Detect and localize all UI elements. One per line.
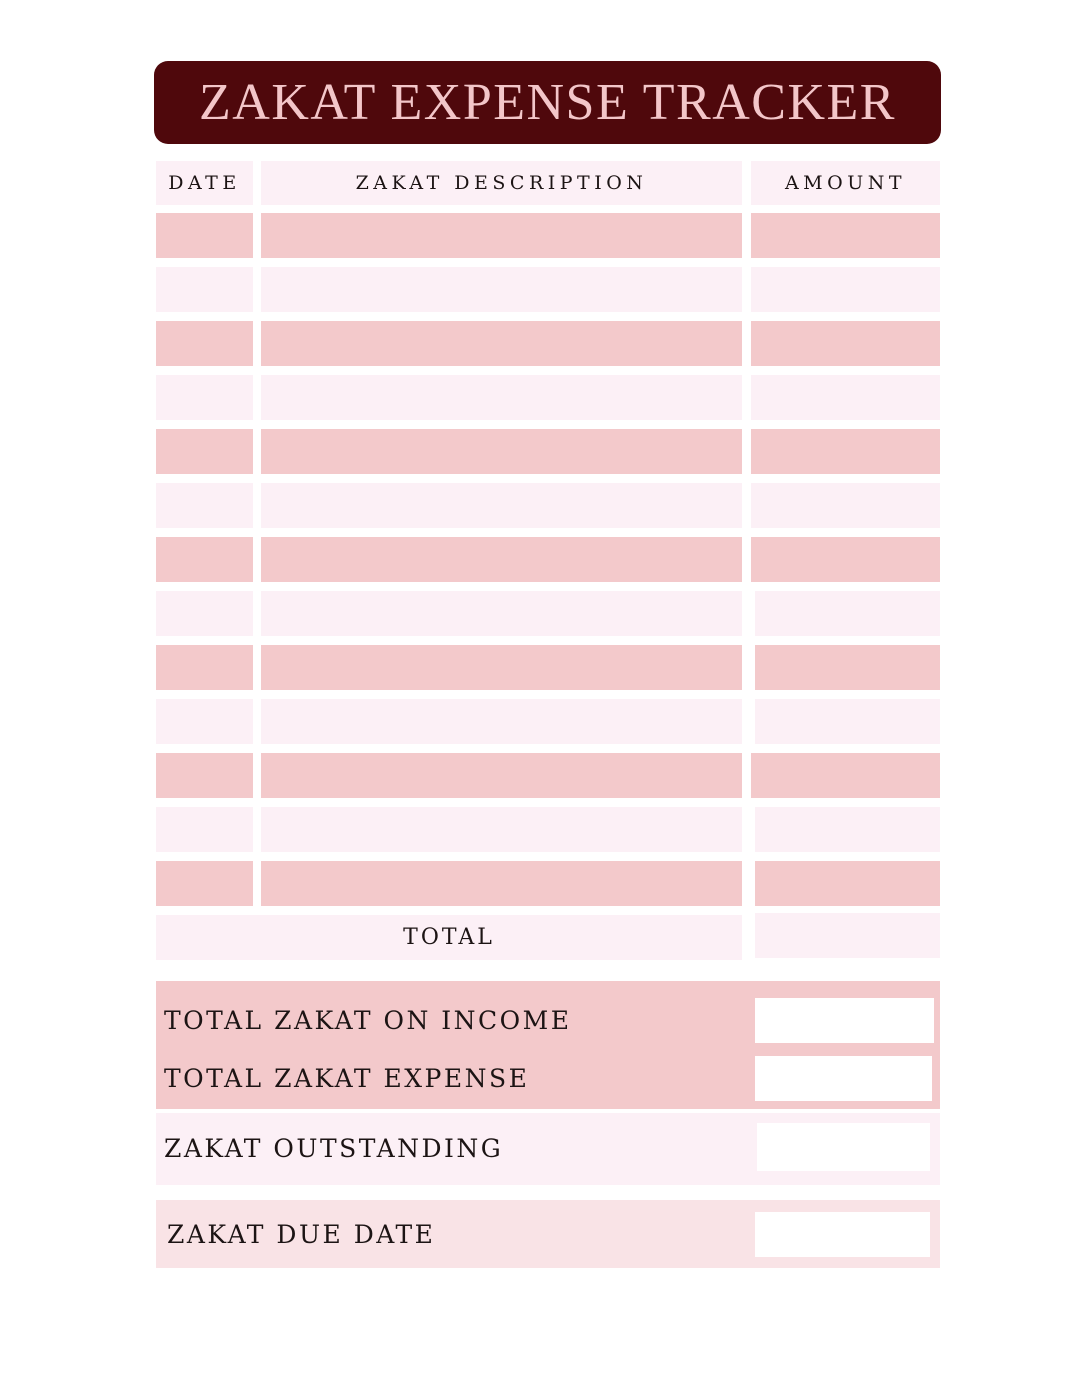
zakat-due-date-field[interactable]	[755, 1212, 930, 1257]
row-description-field[interactable]	[261, 429, 742, 474]
total-label: TOTAL	[156, 915, 742, 960]
row-amount-field[interactable]	[751, 321, 940, 366]
row-description-field[interactable]	[261, 645, 742, 690]
page-title: ZAKAT EXPENSE TRACKER	[199, 74, 896, 131]
row-date-field[interactable]	[156, 807, 253, 852]
summary-due-date	[156, 1200, 940, 1268]
zakat-outstanding-label: ZAKAT OUTSTANDING	[164, 1134, 504, 1163]
row-description-field[interactable]	[261, 537, 742, 582]
row-description-field[interactable]	[261, 267, 742, 312]
row-date-field[interactable]	[156, 483, 253, 528]
header-amount: AMOUNT	[751, 161, 940, 205]
row-date-field[interactable]	[156, 429, 253, 474]
summary-income-expense	[156, 981, 940, 1109]
row-description-field[interactable]	[261, 807, 742, 852]
row-amount-field[interactable]	[751, 267, 940, 312]
row-description-field[interactable]	[261, 483, 742, 528]
header-date: DATE	[156, 161, 253, 205]
row-description-field[interactable]	[261, 753, 742, 798]
row-amount-field[interactable]	[755, 861, 940, 906]
zakat-outstanding-field[interactable]	[757, 1123, 930, 1171]
total-zakat-on-income-field[interactable]	[755, 998, 934, 1043]
row-amount-field[interactable]	[751, 375, 940, 420]
row-amount-field[interactable]	[751, 213, 940, 258]
row-date-field[interactable]	[156, 321, 253, 366]
total-amount-field[interactable]	[755, 913, 940, 958]
row-date-field[interactable]	[156, 213, 253, 258]
row-description-field[interactable]	[261, 591, 742, 636]
row-amount-field[interactable]	[755, 591, 940, 636]
row-amount-field[interactable]	[755, 699, 940, 744]
row-amount-field[interactable]	[751, 483, 940, 528]
header-description: ZAKAT DESCRIPTION	[261, 161, 742, 205]
row-description-field[interactable]	[261, 375, 742, 420]
row-description-field[interactable]	[261, 861, 742, 906]
row-amount-field[interactable]	[755, 645, 940, 690]
row-amount-field[interactable]	[755, 807, 940, 852]
title-banner	[154, 61, 941, 144]
total-zakat-expense-field[interactable]	[755, 1056, 932, 1101]
total-zakat-on-income-label: TOTAL ZAKAT ON INCOME	[164, 1006, 572, 1035]
total-zakat-expense-label: TOTAL ZAKAT EXPENSE	[164, 1064, 530, 1093]
row-amount-field[interactable]	[751, 753, 940, 798]
row-date-field[interactable]	[156, 645, 253, 690]
zakat-due-date-label: ZAKAT DUE DATE	[167, 1220, 436, 1249]
row-date-field[interactable]	[156, 861, 253, 906]
row-date-field[interactable]	[156, 375, 253, 420]
row-description-field[interactable]	[261, 213, 742, 258]
row-date-field[interactable]	[156, 591, 253, 636]
row-date-field[interactable]	[156, 753, 253, 798]
row-amount-field[interactable]	[751, 537, 940, 582]
row-date-field[interactable]	[156, 699, 253, 744]
row-date-field[interactable]	[156, 537, 253, 582]
row-amount-field[interactable]	[751, 429, 940, 474]
summary-outstanding	[156, 1113, 940, 1185]
row-description-field[interactable]	[261, 699, 742, 744]
row-date-field[interactable]	[156, 267, 253, 312]
row-description-field[interactable]	[261, 321, 742, 366]
